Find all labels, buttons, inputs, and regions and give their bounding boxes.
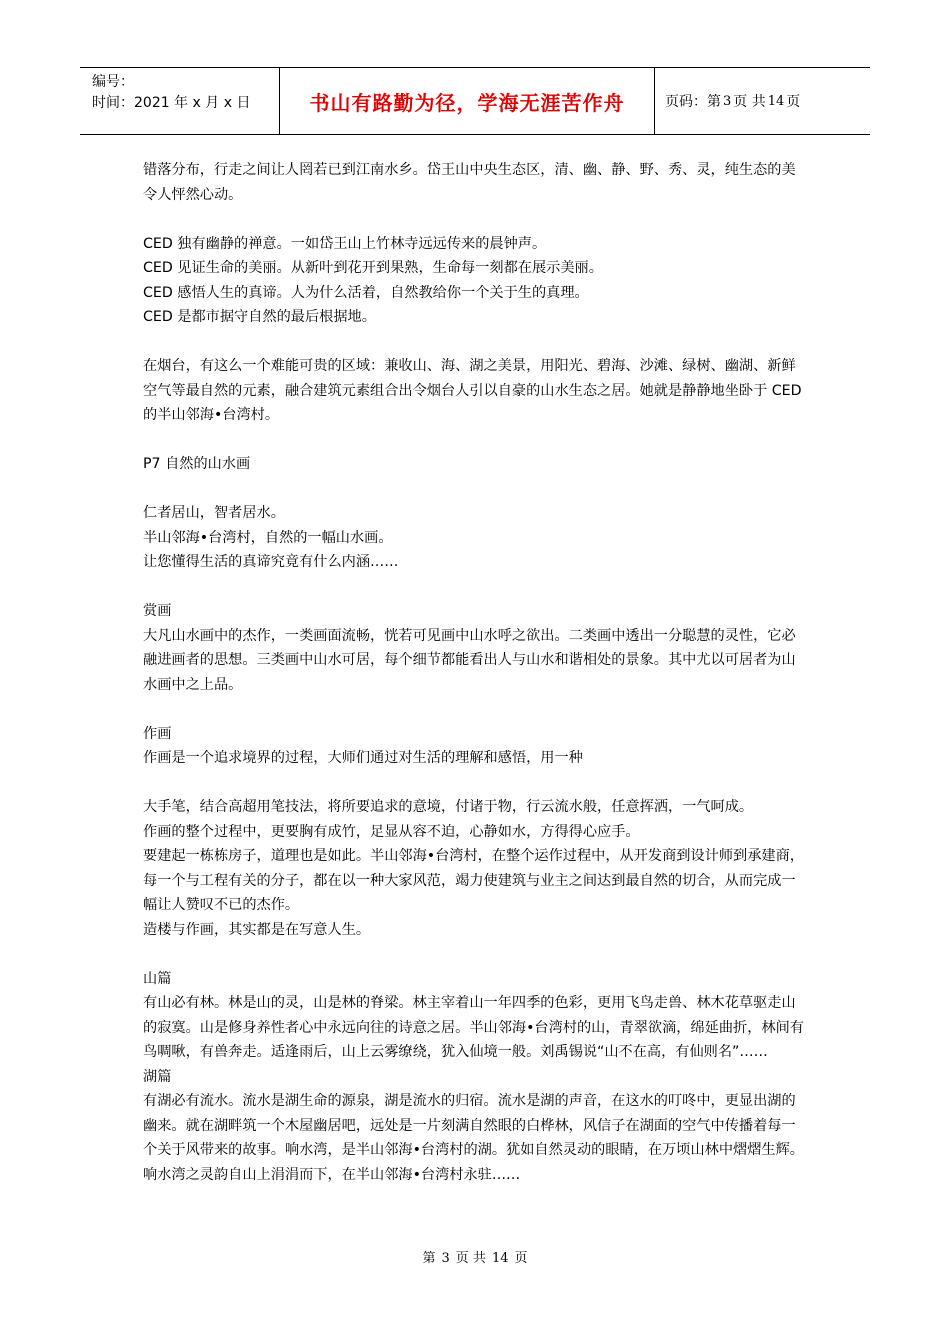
document-date: 时间：2021 年 x 月 x 日 [92,95,251,111]
page-mid: 页 共 [733,94,766,110]
ced-line: CED 独有幽静的禅意。一如岱王山上竹林寺远远传来的晨钟声。 [143,235,547,252]
header-meta [80,68,280,134]
section-title: 山篇 [143,970,172,987]
paragraph: 作画是一个追求境界的过程，大师们通过对生活的理解和感悟，用一种 [143,750,583,766]
intro-line: 让您懂得生活的真谛究竟有什么内涵…… [143,554,399,570]
paragraph: 有山必有林。林是山的灵，山是林的脊梁。林主宰着山一年四季的色彩，更用飞鸟走兽、林木花草驱走山的寂寞。山是修身养性者心中永远向往的诗意之居。半山邻海•台湾村的山，青翠欲滴，绵延曲折，林间有鸟啁啾，有兽奔走。适逢雨后，山上云雾缭绕，犹入仙境一般。刘禹锡说“山不在高，有仙则名”…… [143,995,804,1060]
footer-mid: 页 共 [455,1251,486,1266]
page-current: 3 [723,93,732,109]
ced-line: CED 见证生命的美丽。从新叶到花开到果熟，生命每一刻都在展示美丽。 [143,260,603,276]
ced-line: CED 感悟人生的真谛。人为什么活着，自然教给你一个关于生的真理。 [143,284,589,301]
paragraph: 要建起一栋栋房子，道理也是如此。半山邻海•台湾村，在整个运作过程中，从开发商到设计师到承建商，每一个与工程有关的分子，都在以一种大家风范，竭力使建筑与业主之间达到最自然的切合，从而完成一幅让人赞叹不已的杰作。 [143,848,804,913]
document-code-label: 编号： [92,74,134,90]
header-motto: 书山有路勤为径，学海无涯苦作舟 [309,90,625,115]
paragraph: 错落分布，行走之间让人罔若已到江南水乡。岱王山中央生态区，清、幽、静、野、秀、灵，纯生态的美令人怦然心动。 [143,162,796,203]
section-title: 作画 [143,725,172,742]
header-motto-cell [280,68,655,134]
paragraph: 有湖必有流水。流水是湖生命的源泉，湖是流水的归宿。流水是湖的声音，在这水的叮咚中，更显出湖的幽来。就在湖畔筑一个木屋幽居吧，远处是一片刻满自然眼的白桦林，风信子在湖面的空气中传播着每一个关于风带来的故事。响水湾，是半山邻海•台湾村的湖。犹如自然灵动的眼睛，在万顷山林中熠熠生辉。响水湾之灵韵自山上涓涓而下，在半山邻海•台湾村永驻…… [143,1093,804,1183]
paragraph: 作画的整个过程中，更要胸有成竹，足显从容不迫，心静如水，方得得心应手。 [143,823,640,840]
section-title: 湖篇 [143,1068,172,1085]
header-page-number [655,68,870,134]
paragraph: 大凡山水画中的杰作，一类画面流畅，恍若可见画中山水呼之欲出。二类画中透出一分聪慧的灵性，它必融进画者的思想。三类画中山水可居，每个细节都能看出人与山水和谐相处的景象。其中尤以可居者为山水画中之上品。 [143,627,796,693]
paragraph: 在烟台，有这么一个难能可贵的区域：兼收山、海、湖之美景，用阳光、碧海、沙滩、绿树、幽湖、新鲜空气等最自然的元素，融合建筑元素组合出令烟台人引以自豪的山水生态之居。她就是静静地坐卧于 CED 的半山邻海•台湾村。 [143,358,802,423]
footer-prefix: 第 [422,1251,436,1266]
intro-line: 仁者居山，智者居水。 [143,505,285,521]
footer-suffix: 页 [514,1251,528,1266]
section-title: 赏画 [143,603,172,619]
document-body [143,158,808,1187]
paragraph: 造楼与作画，其实都是在写意人生。 [143,921,371,938]
footer-total: 14 [491,1251,509,1266]
section-title: P7 自然的山水画 [143,456,251,472]
intro-line: 半山邻海•台湾村，自然的一幅山水画。 [143,529,393,546]
page-suffix: 页 [786,94,801,110]
page-footer [0,1247,950,1266]
page-header [80,67,870,135]
page-prefix: 页码：第 [665,94,721,110]
ced-line: CED 是都市据守自然的最后根据地。 [143,309,376,325]
footer-current: 3 [441,1251,450,1266]
paragraph: 大手笔，结合高超用笔技法，将所要追求的意境，付诸于物，行云流水般，任意挥洒，一气呵成。 [143,799,754,815]
page-total: 14 [767,93,785,109]
